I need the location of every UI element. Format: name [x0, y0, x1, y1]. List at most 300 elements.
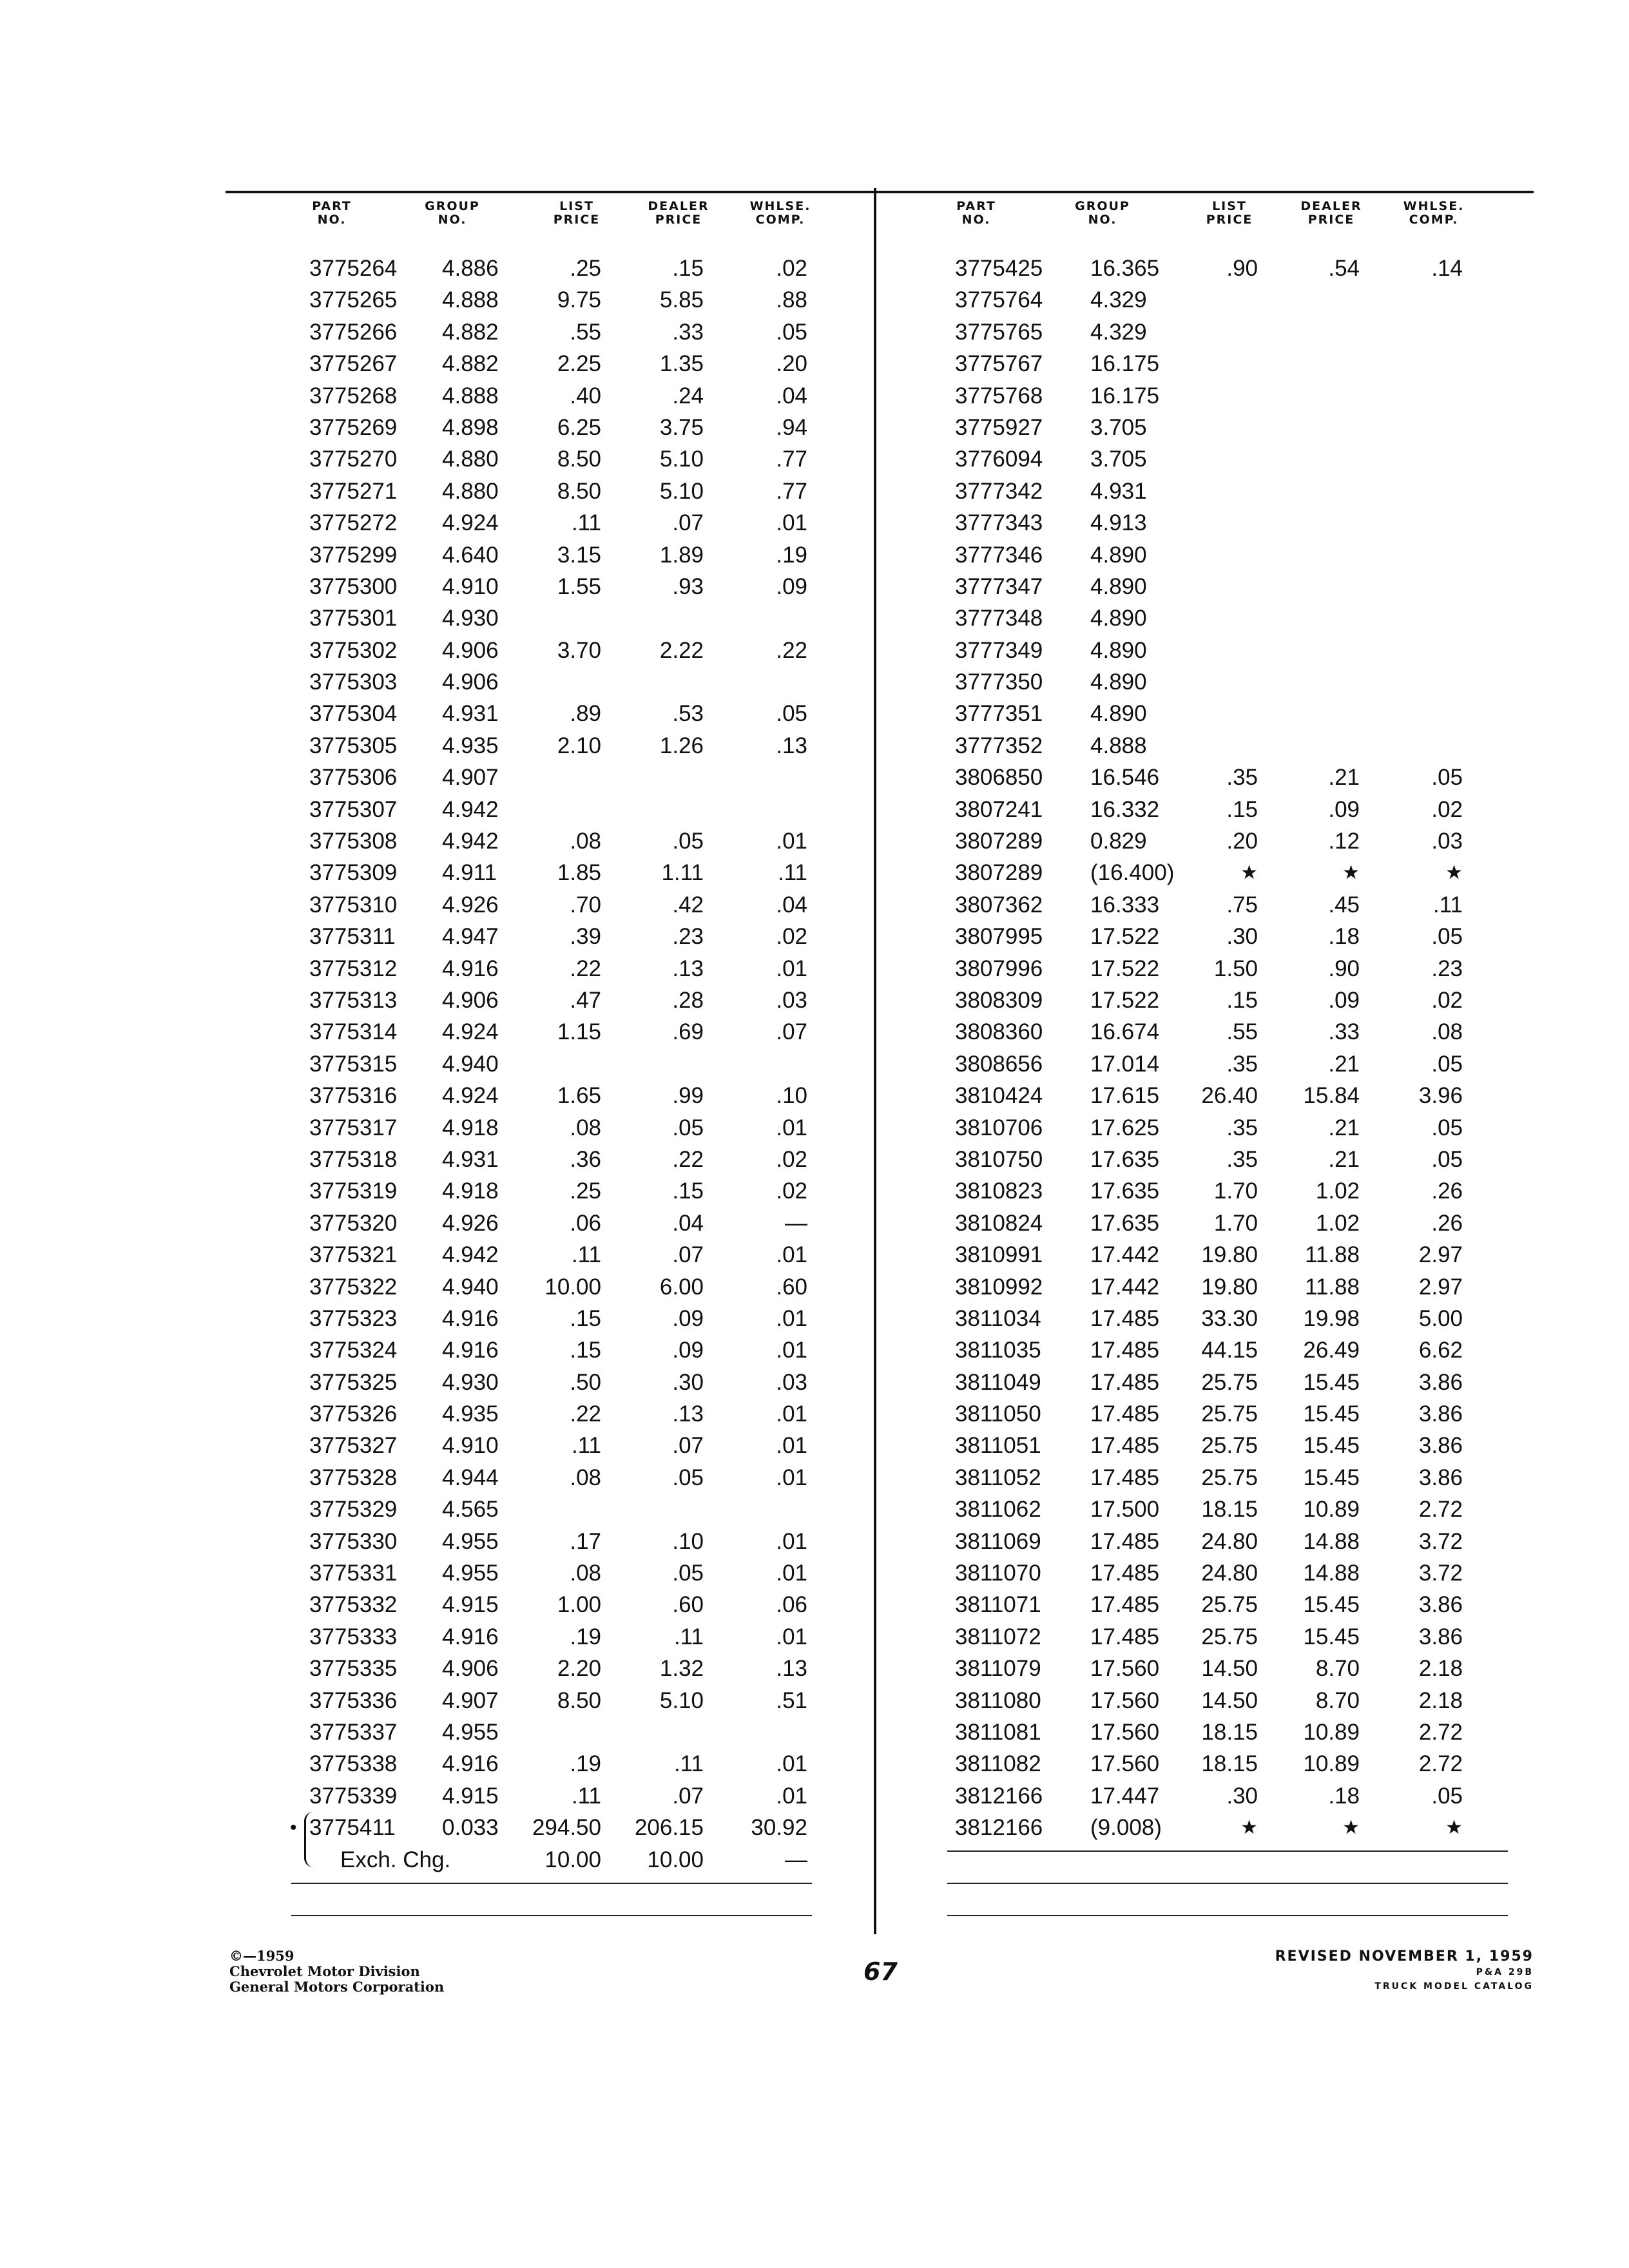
part-number: 3775316 — [309, 1083, 398, 1109]
group-number: 4.329 — [1090, 319, 1147, 345]
group-number: 4.918 — [442, 1115, 499, 1140]
group-number: 4.942 — [442, 1242, 499, 1268]
group-number: 17.485 — [1090, 1528, 1160, 1554]
table-row — [290, 1080, 838, 1111]
list-price: 8.50 — [557, 478, 601, 504]
table-row — [947, 857, 1514, 889]
bullet-marker: • — [290, 1817, 297, 1839]
group-number: 4.935 — [442, 1401, 499, 1427]
group-number: 4.926 — [442, 892, 499, 918]
table-row — [290, 762, 838, 793]
group-number: 4.888 — [442, 287, 499, 313]
dealer-price: .11 — [673, 1751, 704, 1777]
part-number: 3775337 — [309, 1719, 398, 1745]
whlse-comp: 3.86 — [1418, 1465, 1463, 1490]
table-row — [947, 1271, 1514, 1303]
dealer-price: .07 — [672, 1242, 704, 1268]
group-number: 17.560 — [1090, 1656, 1160, 1682]
list-price: .11 — [571, 1783, 601, 1809]
group-number: 4.916 — [442, 1305, 499, 1331]
whlse-comp: .04 — [776, 383, 807, 408]
whlse-comp: 2.18 — [1418, 1687, 1463, 1713]
whlse-comp: .11 — [1432, 892, 1463, 918]
group-number: 4.935 — [442, 733, 499, 758]
list-price: 25.75 — [1201, 1624, 1258, 1649]
dealer-price: .33 — [1328, 1019, 1360, 1045]
part-number: 3777349 — [955, 637, 1043, 663]
whlse-comp: 3.72 — [1418, 1561, 1463, 1586]
group-number: 16.674 — [1090, 1019, 1160, 1045]
list-price: 18.15 — [1201, 1719, 1258, 1745]
group-number: 4.926 — [442, 1210, 499, 1236]
part-number: 3807362 — [955, 892, 1043, 918]
part-number: 3775333 — [309, 1624, 398, 1649]
part-number: 3775312 — [309, 956, 398, 981]
right-table-header — [947, 200, 1514, 253]
group-number: 16.546 — [1090, 765, 1160, 791]
list-price: 19.80 — [1201, 1242, 1258, 1268]
part-number: 3806850 — [955, 765, 1043, 791]
whlse-comp: .02 — [1431, 796, 1463, 822]
dealer-price: .90 — [1328, 956, 1360, 981]
part-number: 3811051 — [955, 1433, 1041, 1459]
dealer-price: 19.98 — [1303, 1305, 1360, 1331]
whlse-comp: .05 — [1431, 765, 1463, 791]
table-row — [947, 1175, 1514, 1207]
dealer-price: .07 — [672, 1783, 704, 1809]
whlse-comp: .03 — [776, 987, 807, 1013]
dealer-price: .09 — [672, 1338, 704, 1363]
group-number: 17.485 — [1090, 1465, 1160, 1490]
list-price: .11 — [571, 510, 601, 536]
dealer-price: .23 — [672, 924, 704, 950]
table-row — [290, 1557, 838, 1589]
group-number: 4.931 — [1090, 478, 1147, 504]
dealer-price: .99 — [672, 1083, 704, 1109]
table-row — [290, 1175, 838, 1207]
part-number: 3775264 — [309, 256, 398, 281]
group-number: 4.916 — [442, 1338, 499, 1363]
part-number: 3808360 — [955, 1019, 1043, 1045]
list-price: .35 — [1226, 1115, 1258, 1140]
dealer-price: 1.35 — [659, 351, 704, 377]
table-row — [290, 1812, 838, 1843]
whlse-comp: 5.00 — [1418, 1305, 1463, 1331]
group-number: 16.175 — [1090, 383, 1160, 408]
table-row — [947, 380, 1514, 412]
whlse-comp: .26 — [1431, 1178, 1463, 1204]
table-row — [947, 316, 1514, 348]
list-price: 25.75 — [1201, 1369, 1258, 1395]
part-number: 3775313 — [309, 987, 398, 1013]
table-row — [290, 666, 838, 698]
whlse-comp: 3.86 — [1418, 1624, 1463, 1649]
whlse-comp: — — [785, 1847, 807, 1872]
table-row — [947, 921, 1514, 952]
group-number: 4.906 — [442, 669, 499, 695]
table-row — [947, 953, 1514, 985]
table-row — [947, 985, 1514, 1016]
whlse-comp: .05 — [1431, 924, 1463, 950]
catalog-code: P&A 29B — [1476, 1967, 1534, 1977]
group-number: 17.485 — [1090, 1561, 1160, 1586]
whlse-comp: 2.18 — [1418, 1656, 1463, 1682]
group-number: 0.033 — [442, 1815, 499, 1841]
whlse-comp: .09 — [776, 573, 807, 599]
list-price: .15 — [570, 1305, 601, 1331]
part-number: 3807996 — [955, 956, 1043, 981]
part-number: 3777348 — [955, 606, 1043, 631]
group-number: 17.485 — [1090, 1338, 1160, 1363]
group-number: 4.955 — [442, 1719, 499, 1745]
dealer-price: 15.84 — [1303, 1083, 1360, 1109]
table-row — [290, 889, 838, 921]
table-row — [290, 539, 838, 571]
whlse-comp: .60 — [776, 1274, 807, 1300]
whlse-comp: .22 — [776, 637, 807, 663]
list-price: 1.65 — [557, 1083, 601, 1109]
list-price: 25.75 — [1201, 1592, 1258, 1618]
table-row — [947, 507, 1514, 539]
part-number: 3810424 — [955, 1083, 1043, 1109]
part-number: 3775266 — [309, 319, 398, 345]
whlse-comp: ★ — [1445, 1817, 1463, 1839]
part-number: 3775308 — [309, 829, 398, 854]
group-number: 4.955 — [442, 1561, 499, 1586]
table-row — [947, 539, 1514, 571]
part-number: 3808656 — [955, 1051, 1043, 1077]
dealer-price: .15 — [672, 256, 704, 281]
part-number: 3775314 — [309, 1019, 398, 1045]
table-row — [947, 1621, 1514, 1653]
table-row — [290, 380, 838, 412]
whlse-comp: .01 — [776, 1401, 807, 1427]
list-price: .08 — [570, 1115, 601, 1140]
list-price: 1.55 — [557, 573, 601, 599]
group-number: 3.705 — [1090, 447, 1147, 472]
table-row — [947, 1780, 1514, 1812]
table-row — [947, 666, 1514, 698]
dealer-price: ★ — [1342, 1817, 1360, 1839]
list-price: 2.10 — [557, 733, 601, 758]
part-number: 3775302 — [309, 637, 398, 663]
dealer-price: 15.45 — [1303, 1401, 1360, 1427]
part-number: 3775411 — [309, 1815, 396, 1841]
list-price: .08 — [570, 829, 601, 854]
table-row — [947, 1494, 1514, 1525]
list-price: .30 — [1226, 1783, 1258, 1809]
table-row — [947, 284, 1514, 316]
table-row — [290, 635, 838, 666]
part-number: 3777350 — [955, 669, 1043, 695]
list-price: 8.50 — [557, 447, 601, 472]
part-number: 3811070 — [955, 1561, 1041, 1586]
whlse-comp: ★ — [1445, 862, 1463, 884]
group-number: 4.930 — [442, 1369, 499, 1395]
group-number: 4.913 — [1090, 510, 1147, 536]
dealer-price: .13 — [672, 956, 704, 981]
part-number: 3811049 — [955, 1369, 1041, 1395]
list-price: 1.00 — [557, 1592, 601, 1618]
whlse-comp: 2.72 — [1418, 1751, 1463, 1777]
dealer-price: 10.89 — [1303, 1497, 1360, 1523]
part-number: 3775325 — [309, 1369, 398, 1395]
group-number: 17.485 — [1090, 1624, 1160, 1649]
group-number: 4.890 — [1090, 573, 1147, 599]
whlse-comp: .03 — [1431, 829, 1463, 854]
dealer-price: 1.26 — [659, 733, 704, 758]
whlse-comp: 30.92 — [751, 1815, 807, 1841]
part-number: 3775767 — [955, 351, 1043, 377]
group-number: 4.906 — [442, 987, 499, 1013]
group-number: 4.907 — [442, 765, 499, 791]
part-number: 3775338 — [309, 1751, 398, 1777]
list-price: 2.25 — [557, 351, 601, 377]
list-price: 1.85 — [557, 860, 601, 886]
list-price: 8.50 — [557, 1687, 601, 1713]
group-number: 17.485 — [1090, 1592, 1160, 1618]
dealer-price: .42 — [672, 892, 704, 918]
blank-rule — [947, 1915, 1508, 1916]
dealer-price: .09 — [1328, 796, 1360, 822]
part-number: 3775310 — [309, 892, 398, 918]
part-number: 3775303 — [309, 669, 398, 695]
dealer-price: .21 — [1328, 765, 1360, 791]
group-number: 17.560 — [1090, 1687, 1160, 1713]
part-number: 3775301 — [309, 606, 398, 631]
table-row — [290, 253, 838, 284]
table-row — [290, 698, 838, 729]
part-number: 3777351 — [955, 701, 1043, 727]
dealer-price: 5.10 — [659, 1687, 704, 1713]
whlse-comp: .14 — [1431, 256, 1463, 281]
right-table-rows — [947, 253, 1514, 1844]
table-row — [290, 953, 838, 985]
table-row — [947, 1716, 1514, 1748]
dealer-price: 5.85 — [659, 287, 704, 313]
table-row — [290, 507, 838, 539]
whlse-comp: .01 — [776, 956, 807, 981]
part-number: 3811071 — [955, 1592, 1041, 1618]
header-list-price: LIST PRICE — [553, 199, 601, 227]
whlse-comp: 2.72 — [1418, 1719, 1463, 1745]
list-price: 1.70 — [1213, 1178, 1258, 1204]
whlse-comp: .02 — [1431, 987, 1463, 1013]
group-number: 4.924 — [442, 1083, 499, 1109]
part-number: 3775304 — [309, 701, 398, 727]
dealer-price: .12 — [1328, 829, 1360, 854]
dealer-price: .33 — [672, 319, 704, 345]
table-row — [947, 698, 1514, 729]
group-number: 4.882 — [442, 319, 499, 345]
table-row — [290, 1303, 838, 1334]
part-number: 3811035 — [955, 1338, 1041, 1363]
table-row — [947, 1398, 1514, 1430]
part-number: 3775268 — [309, 383, 398, 408]
group-number: 4.924 — [442, 1019, 499, 1045]
table-row — [947, 1430, 1514, 1461]
blank-rule — [291, 1915, 812, 1916]
list-price: 14.50 — [1201, 1687, 1258, 1713]
table-row — [290, 443, 838, 475]
group-number: 17.522 — [1090, 987, 1160, 1013]
list-price: .25 — [570, 256, 601, 281]
whlse-comp: .88 — [776, 287, 807, 313]
dealer-price: .05 — [672, 829, 704, 854]
table-row — [290, 1144, 838, 1175]
whlse-comp: — — [785, 1210, 807, 1236]
whlse-comp: .20 — [776, 351, 807, 377]
whlse-comp: .06 — [776, 1592, 807, 1618]
table-row — [947, 1207, 1514, 1239]
part-number: 3775307 — [309, 796, 398, 822]
list-price: .11 — [571, 1433, 601, 1459]
part-number: 3807241 — [955, 796, 1043, 822]
dealer-price: .05 — [672, 1115, 704, 1140]
part-number: 3810824 — [955, 1210, 1043, 1236]
part-number: 3775309 — [309, 860, 398, 886]
list-price: 6.25 — [557, 414, 601, 440]
dealer-price: 3.75 — [659, 414, 704, 440]
list-price: .25 — [570, 1178, 601, 1204]
table-row — [290, 602, 838, 634]
whlse-comp: .05 — [1431, 1783, 1463, 1809]
table-row — [947, 1334, 1514, 1366]
part-number: 3777347 — [955, 573, 1043, 599]
part-number: 3776094 — [955, 447, 1043, 472]
table-row — [947, 889, 1514, 921]
group-number: 17.447 — [1090, 1783, 1160, 1809]
group-number: 4.947 — [442, 924, 499, 950]
part-number: 3775322 — [309, 1274, 398, 1300]
part-number: 3775300 — [309, 573, 398, 599]
group-number: 4.890 — [1090, 606, 1147, 631]
table-row — [290, 1398, 838, 1430]
table-row — [947, 602, 1514, 634]
dealer-price: 14.88 — [1303, 1561, 1360, 1586]
table-row — [947, 476, 1514, 507]
list-price: .50 — [570, 1369, 601, 1395]
table-row — [947, 1557, 1514, 1589]
blank-rule — [291, 1883, 812, 1884]
whlse-comp: .05 — [1431, 1051, 1463, 1077]
table-row — [290, 1430, 838, 1461]
dealer-price: 15.45 — [1303, 1465, 1360, 1490]
dealer-price: 2.22 — [659, 637, 704, 663]
whlse-comp: .77 — [776, 478, 807, 504]
whlse-comp: .01 — [776, 1528, 807, 1554]
group-number: 16.175 — [1090, 351, 1160, 377]
list-price: .08 — [570, 1561, 601, 1586]
whlse-comp: .04 — [776, 892, 807, 918]
dealer-price: .69 — [672, 1019, 704, 1045]
table-row — [290, 857, 838, 889]
list-price: 33.30 — [1201, 1305, 1258, 1331]
table-row — [290, 1780, 838, 1812]
part-number: 3811081 — [955, 1719, 1041, 1745]
group-number: 17.615 — [1090, 1083, 1160, 1109]
dealer-price: .09 — [1328, 987, 1360, 1013]
group-number: 4.944 — [442, 1465, 499, 1490]
dealer-price: 10.89 — [1303, 1751, 1360, 1777]
dealer-price: 6.00 — [659, 1274, 704, 1300]
table-row — [947, 1589, 1514, 1620]
part-number: 3811050 — [955, 1401, 1041, 1427]
part-number: 3807289 — [955, 829, 1043, 854]
table-row — [947, 1016, 1514, 1048]
dealer-price: .30 — [672, 1369, 704, 1395]
whlse-comp: .01 — [776, 1465, 807, 1490]
group-number: 4.329 — [1090, 287, 1147, 313]
copyright-line: ©—1959 — [229, 1948, 294, 1964]
group-number: 4.931 — [442, 1146, 499, 1172]
part-number: 3775339 — [309, 1783, 398, 1809]
part-number: 3810706 — [955, 1115, 1043, 1140]
table-row — [947, 1653, 1514, 1684]
dealer-price: .21 — [1328, 1146, 1360, 1172]
whlse-comp: .01 — [776, 1624, 807, 1649]
part-number: 3775336 — [309, 1687, 398, 1713]
table-row — [947, 412, 1514, 443]
dealer-price: .11 — [673, 1624, 704, 1649]
part-number: 3775320 — [309, 1210, 398, 1236]
left-price-table — [290, 200, 838, 1876]
part-number: 3775319 — [309, 1178, 398, 1204]
table-row — [290, 1653, 838, 1684]
dealer-price: 15.45 — [1303, 1592, 1360, 1618]
table-row — [947, 1239, 1514, 1271]
table-row — [290, 284, 838, 316]
dealer-price: .15 — [672, 1178, 704, 1204]
whlse-comp: .77 — [776, 447, 807, 472]
part-number: 3775265 — [309, 287, 398, 313]
whlse-comp: 3.86 — [1418, 1592, 1463, 1618]
whlse-comp: 3.96 — [1418, 1083, 1463, 1109]
group-number: 4.940 — [442, 1051, 499, 1077]
table-row — [947, 794, 1514, 825]
part-number: 3775318 — [309, 1146, 398, 1172]
table-row — [947, 1526, 1514, 1557]
group-number: 17.485 — [1090, 1369, 1160, 1395]
part-number: 3810991 — [955, 1242, 1043, 1268]
dealer-price: ★ — [1342, 862, 1360, 884]
group-number: 4.916 — [442, 1624, 499, 1649]
dealer-price: 15.45 — [1303, 1369, 1360, 1395]
whlse-comp: 2.72 — [1418, 1497, 1463, 1523]
table-row — [290, 1494, 838, 1525]
header-group-no: GROUP NO. — [1075, 199, 1130, 227]
left-table-rows — [290, 253, 838, 1876]
whlse-comp: .01 — [776, 1305, 807, 1331]
exchange-charge-row — [290, 1844, 838, 1876]
header-part-no: PART NO. — [312, 199, 352, 227]
whlse-comp: .05 — [776, 319, 807, 345]
list-price: .35 — [1226, 1051, 1258, 1077]
part-number: 3811079 — [955, 1656, 1041, 1682]
part-number: 3775324 — [309, 1338, 398, 1363]
dealer-price: .54 — [1328, 256, 1360, 281]
dealer-price: 1.02 — [1315, 1178, 1360, 1204]
list-price: 44.15 — [1201, 1338, 1258, 1363]
group-number: 17.635 — [1090, 1210, 1160, 1236]
list-price: 2.20 — [557, 1656, 601, 1682]
whlse-comp: 3.86 — [1418, 1401, 1463, 1427]
table-row — [947, 762, 1514, 793]
group-number: 4.915 — [442, 1592, 499, 1618]
part-number: 3807289 — [955, 860, 1043, 886]
part-number: 3775332 — [309, 1592, 398, 1618]
whlse-comp: 3.86 — [1418, 1433, 1463, 1459]
